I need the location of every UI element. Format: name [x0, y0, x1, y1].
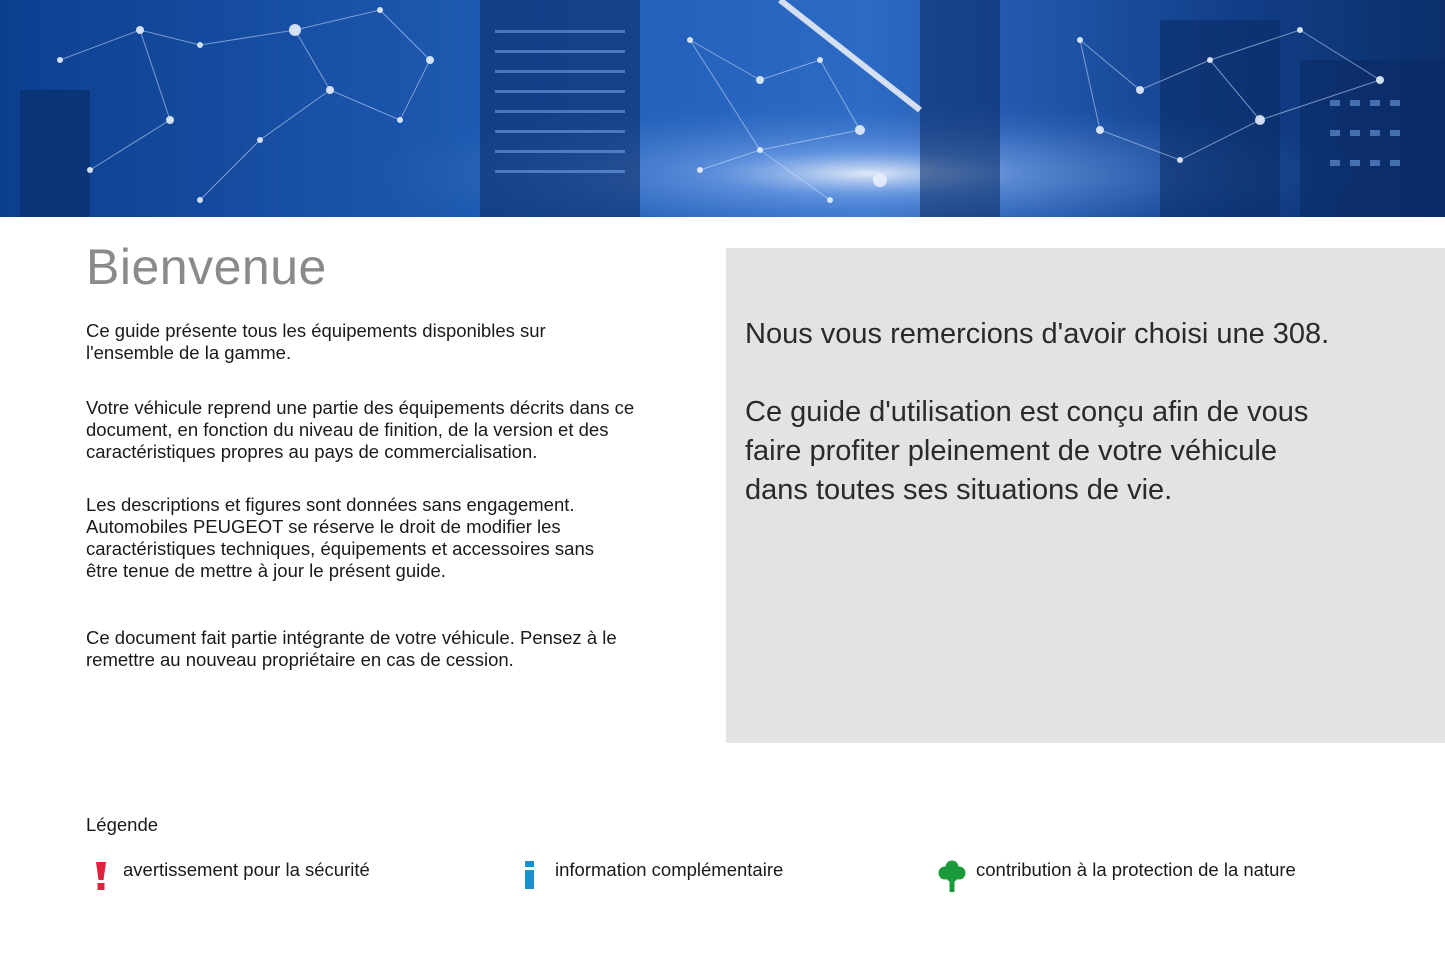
legend-label: avertissement pour la sécurité [123, 859, 370, 880]
intro-paragraph: Ce document fait partie intégrante de votre véhicule. Pensez à le remettre au nouveau propriétaire en cas de cession. [86, 627, 617, 670]
header-banner-image [0, 0, 1445, 217]
info-icon [524, 861, 536, 889]
legend-label: contribution à la protection de la nature [976, 859, 1296, 880]
intro-paragraph: Ce guide présente tous les équipements disponibles sur l'ensemble de la gamme. [86, 320, 546, 363]
legend-label: information complémentaire [555, 859, 784, 880]
guide-purpose-text: Ce guide d'utilisation est conçu afin de vous faire profiter pleinement de votre véhicule dans toutes ses situations de vie. [745, 396, 1309, 506]
legend-title: Légende [86, 814, 159, 835]
page-title: Bienvenue [86, 239, 327, 295]
warning-exclamation-icon [94, 862, 108, 890]
thank-you-text: Nous vous remercions d'avoir choisi une 308. [745, 318, 1330, 350]
tree-icon [938, 860, 966, 892]
intro-paragraph: Les descriptions et figures sont données sans engagement. Automobiles PEUGEOT se réserve le droit de modifier les caractéristiques techniques, équipements et accessoires sans être tenue de mettre à jour le présent guide. [86, 494, 594, 581]
city-network-banner-image [0, 0, 1445, 217]
intro-paragraph: Votre véhicule reprend une partie des équipements décrits dans ce document, en fonction du niveau de finition, de la version et des caractéristiques propres au pays de commercialisation. [86, 397, 635, 462]
welcome-highlight-box [726, 248, 1445, 743]
